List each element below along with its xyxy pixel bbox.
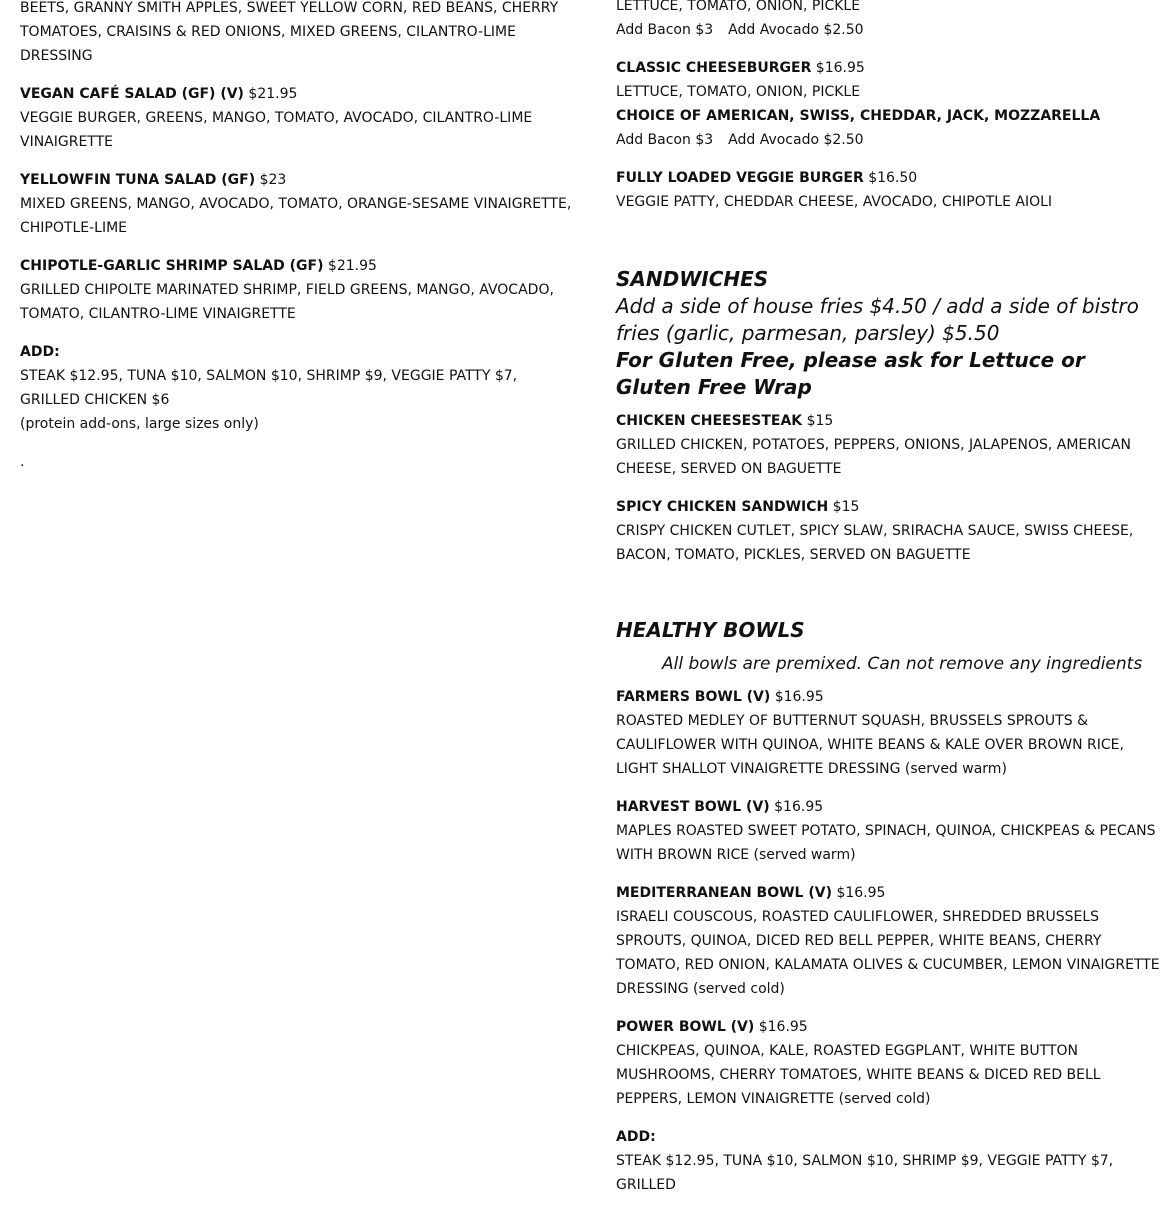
item-name: FULLY LOADED VEGGIE BURGER	[616, 170, 864, 186]
menu-item-vegan-cafe-salad	[20, 82, 580, 154]
item-name: CLASSIC CHEESEBURGER	[616, 60, 812, 76]
healthy-bowls-section	[616, 617, 1161, 1197]
salad-item-partial	[20, 0, 580, 68]
item-name: YELLOWFIN TUNA SALAD (GF)	[20, 172, 256, 188]
add-label: ADD:	[616, 1129, 656, 1145]
item-name: VEGAN CAFÉ SALAD (GF) (V)	[20, 86, 244, 102]
item-description: VEGGIE PATTY, CHEDDAR CHEESE, AVOCADO, CHIPOTLE AIOLI	[616, 194, 1053, 210]
burger-item-partial	[616, 0, 1161, 42]
item-price: $16.50	[868, 170, 918, 186]
add-on-note: (protein add-ons, large sizes only)	[20, 416, 259, 432]
sandwiches-section	[616, 266, 1161, 567]
menu-item-fully-loaded-veggie-burger	[616, 166, 1161, 214]
item-name: MEDITERRANEAN BOWL (V)	[616, 885, 832, 901]
menu-item-chipotle-garlic-shrimp-salad	[20, 254, 580, 326]
item-name: HARVEST BOWL (V)	[616, 799, 770, 815]
item-price: $23	[259, 172, 287, 188]
menu-item-farmers-bowl	[616, 685, 1161, 781]
item-description: LETTUCE, TOMATO, ONION, PICKLE	[616, 0, 861, 14]
item-price: $16.95	[758, 1019, 808, 1035]
gluten-free-note: For Gluten Free, please ask for Lettuce or Gluten Free Wrap	[616, 348, 1085, 399]
right-menu-column	[616, 0, 1161, 1211]
menu-item-yellowfin-tuna-salad	[20, 168, 580, 240]
addon-row	[616, 18, 1161, 42]
addon-avocado: Add Avocado $2.50	[728, 22, 864, 38]
item-price: $16.95	[836, 885, 886, 901]
section-note: Add a side of house fries $4.50 / add a side of bistro fries (garlic, parmesan, parsley) $5.50	[616, 294, 1139, 345]
bowl-add-ons	[616, 1125, 1161, 1197]
menu-item-chicken-cheesesteak	[616, 409, 1161, 481]
cheese-choice: CHOICE OF AMERICAN, SWISS, CHEDDAR, JACK, MOZZARELLA	[616, 108, 1101, 124]
menu-item-harvest-bowl	[616, 795, 1161, 867]
addon-avocado: Add Avocado $2.50	[728, 132, 864, 148]
item-price: $15	[832, 499, 860, 515]
section-title: HEALTHY BOWLS	[616, 618, 805, 642]
item-price: $21.95	[327, 258, 377, 274]
item-name: CHIPOTLE-GARLIC SHRIMP SALAD (GF)	[20, 258, 324, 274]
menu-item-classic-cheeseburger	[616, 56, 1161, 152]
item-description: MAPLES ROASTED SWEET POTATO, SPINACH, QUINOA, CHICKPEAS & PECANS WITH BROWN RICE (served warm)	[616, 823, 1156, 863]
item-price: $16.95	[774, 799, 824, 815]
salad-add-ons	[20, 340, 580, 436]
item-description: GRILLED CHICKEN, POTATOES, PEPPERS, ONIONS, JALAPENOS, AMERICAN CHEESE, SERVED ON BAGUETTE	[616, 437, 1131, 477]
menu-item-mediterranean-bowl	[616, 881, 1161, 1001]
item-price: $15	[806, 413, 834, 429]
item-name: SPICY CHICKEN SANDWICH	[616, 499, 829, 515]
section-title: SANDWICHES	[616, 267, 769, 291]
add-on-list: STEAK $12.95, TUNA $10, SALMON $10, SHRIMP $9, VEGGIE PATTY $7, GRILLED CHICKEN $6	[20, 368, 518, 408]
menu-item-spicy-chicken-sandwich	[616, 495, 1161, 567]
menu-item-power-bowl	[616, 1015, 1161, 1111]
item-price: $21.95	[248, 86, 298, 102]
item-description: BEETS, GRANNY SMITH APPLES, SWEET YELLOW CORN, RED BEANS, CHERRY TOMATOES, CRAISINS & RED ONIONS, MIXED GREENS, CILANTRO-LIME DRESSING	[20, 0, 559, 64]
item-description: GRILLED CHIPOLTE MARINATED SHRIMP, FIELD GREENS, MANGO, AVOCADO, TOMATO, CILANTRO-LIME VINAIGRETTE	[20, 282, 554, 322]
item-description: CHICKPEAS, QUINOA, KALE, ROASTED EGGPLANT, WHITE BUTTON MUSHROOMS, CHERRY TOMATOES, WHITE BEANS & DICED RED BELL PEPPERS, LEMON VINAIGRETTE (served cold)	[616, 1043, 1101, 1107]
add-on-list: STEAK $12.95, TUNA $10, SALMON $10, SHRIMP $9, VEGGIE PATTY $7, GRILLED	[616, 1153, 1114, 1193]
item-name: FARMERS BOWL (V)	[616, 689, 771, 705]
item-description: VEGGIE BURGER, GREENS, MANGO, TOMATO, AVOCADO, CILANTRO-LIME VINAIGRETTE	[20, 110, 533, 150]
item-description: ROASTED MEDLEY OF BUTTERNUT SQUASH, BRUSSELS SPROUTS & CAULIFLOWER WITH QUINOA, WHITE BEANS & KALE OVER BROWN RICE, LIGHT SHALLOT VINAIGRETTE DRESSING (served warm)	[616, 713, 1124, 777]
addon-row	[616, 128, 1161, 152]
item-description: MIXED GREENS, MANGO, AVOCADO, TOMATO, ORANGE-SESAME VINAIGRETTE, CHIPOTLE-LIME	[20, 196, 572, 236]
section-note: All bowls are premixed. Can not remove any ingredients	[662, 654, 1143, 674]
item-description: ISRAELI COUSCOUS, ROASTED CAULIFLOWER, SHREDDED BRUSSELS SPROUTS, QUINOA, DICED RED BELL PEPPER, WHITE BEANS, CHERRY TOMATO, RED ONION, KALAMATA OLIVES & CUCUMBER, LEMON VINAIGRETTE DRESSING (served cold)	[616, 909, 1160, 997]
item-name: CHICKEN CHEESESTEAK	[616, 413, 803, 429]
left-menu-column	[20, 0, 580, 474]
item-description: CRISPY CHICKEN CUTLET, SPICY SLAW, SRIRACHA SAUCE, SWISS CHEESE, BACON, TOMATO, PICKLES, SERVED ON BAGUETTE	[616, 523, 1134, 563]
item-description: LETTUCE, TOMATO, ONION, PICKLE	[616, 84, 861, 100]
addon-bacon: Add Bacon $3	[616, 22, 714, 38]
add-label: ADD:	[20, 344, 60, 360]
item-price: $16.95	[774, 689, 824, 705]
item-name: POWER BOWL (V)	[616, 1019, 755, 1035]
addon-bacon: Add Bacon $3	[616, 132, 714, 148]
stray-dot: .	[20, 454, 25, 470]
item-price: $16.95	[815, 60, 865, 76]
